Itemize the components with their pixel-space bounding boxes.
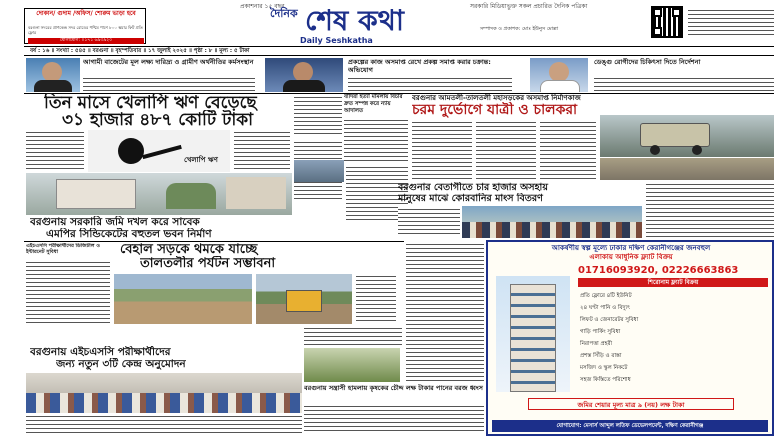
masthead <box>0 0 780 46</box>
exam-photo <box>26 373 302 413</box>
eid-headline-line2: মানুষের মাঝে কোরবানির মাংস বিতরণ <box>398 193 543 204</box>
ad-feature-item: মসজিদ ও স্কুল নিকটে <box>580 365 628 371</box>
middle-col-headline: বাদিরা হত্যা মামলায় বিচার দ্রুত সম্পন্ন করে ন্যায় আদালত <box>344 94 403 114</box>
road-side-text <box>26 260 110 324</box>
eid-headline-line1: বরগুনার বেতাগীতে চার হাজার অসহায় <box>398 182 548 193</box>
strip-text-2 <box>348 76 512 92</box>
road-side-kicker: এইচএসসি পরীক্ষার্থীদের ডিজিটাল ও ইন্টারনেট সুবিধা <box>26 243 100 255</box>
lead-text-right <box>234 130 290 172</box>
ad-feature-item: লিফট ও জেনারেটর সুবিধা <box>580 317 639 323</box>
strip-headline-1: আগামী বাজেটের মূল লক্ষ্য দারিদ্র্য ও গ্রামীণ অর্থনীতির কর্মসংস্থান <box>83 58 254 66</box>
second-lead-kicker: বরগুনার আমতলী-তালতলী মহাসড়কের অসমাপ্ত নির্মাণকাজ <box>412 94 581 102</box>
strip-photo-2 <box>265 58 343 92</box>
strip-headline-3: ডেঙ্গু রোগীদের চিকিৎসা দিতে নির্দেশনা <box>594 58 701 66</box>
exam-text <box>26 414 302 434</box>
rental-ad-title: দোকান/ গুদাম /অফিস/ শোরুম ভাড়া হবে <box>36 10 136 17</box>
mid-bottom-headline: বরগুনায় সন্ত্রাসী হামলায় কৃষকের চৌদ্দ লক্ষ টাকার পানের বরজ ধ্বংস <box>304 384 483 392</box>
masthead-top-right-note: সরকারি মিডিয়াভুক্ত সকল প্রচারিত দৈনিক পত্রিকা <box>470 3 588 10</box>
ad-feature-item: প্রশস্ত সিঁড়ি ও রাস্তা <box>580 353 622 359</box>
ad-feature-item: নিরাপত্তা প্রহরী <box>580 341 613 347</box>
lead-image <box>88 130 230 172</box>
ad-title: আকর্ষণীয় স্বল্প মূল্যে ঢাকার দক্ষিণ কেরানীগঞ্জের জনবহুল <box>551 244 711 252</box>
mid-bottom-text-b <box>304 404 484 434</box>
ad-subtitle: এলাকায় আধুনিক ফ্ল্যাট বিক্রয় <box>589 253 673 261</box>
eid-text-1 <box>398 207 460 237</box>
publisher-line: সম্পাদক ও প্রকাশক: মোঃ ইউনুস মোল্লা <box>480 26 559 32</box>
second-lead-text-1 <box>412 120 472 180</box>
exam-headline-line2: জন্য নতুন ৩টি কেন্দ্র অনুমোদন <box>56 358 186 370</box>
ad-feature-item: প্রতি ফ্লোরে ৪টি ইউনিট <box>580 293 632 299</box>
land-story-photo <box>26 173 292 215</box>
ad-phones: 01716093920, 02226663863 <box>578 265 739 276</box>
ad-banner: শিরোনাম ফ্ল্যাট বিক্রয় <box>578 278 768 287</box>
newspaper-latin-title: Daily Seshkatha <box>300 36 373 45</box>
road-photo-2 <box>256 274 352 324</box>
middle-col-photo <box>294 160 344 182</box>
eid-photo <box>462 206 642 238</box>
road-headline-line2: তালতলীর পর্যটন সম্ভাবনা <box>140 256 276 271</box>
strip-headline-2: প্রকল্পের কাজ অসমাপ্ত রেখে প্রকল্প সমাপ্ত করার চক্রান্ত: অভিযোগ <box>348 58 491 74</box>
title-small: দৈনিক <box>270 7 298 20</box>
second-lead-headline: চরম দুর্ভোগে যাত্রী ও চালকরা <box>412 102 578 118</box>
rental-ad-phone: যোগাযোগ: ০১৭১ ৬৯৩৯২০ <box>28 38 144 44</box>
ad-footer-line: যোগাযোগ: মেসার্স আব্দুল লতিফ ডেভেলপমেন্ট, দক্ষিণ কেরানীগঞ্জ <box>492 420 768 432</box>
second-lead-photo-bus <box>600 115 774 157</box>
middle-col-text-b <box>344 118 408 162</box>
qr-code-icon <box>651 6 683 38</box>
ad-building-photo <box>496 276 570 392</box>
strip-text-3 <box>594 76 774 92</box>
rental-ad-box <box>24 8 146 44</box>
ad-bottom-box: জমির শেয়ার মূল্য মাত্র ৯ (নয়) লক্ষ টাকা <box>528 398 734 410</box>
middle-col-text-a <box>294 95 342 135</box>
flat-sale-ad <box>486 240 774 436</box>
masthead-right-info <box>688 8 774 36</box>
land-headline-line2: এমপির সিন্ডিকেটের বহুতল ভবন নির্মাণ <box>46 228 212 240</box>
strip-photo-1 <box>26 58 80 92</box>
mid-bottom-photo <box>304 348 400 382</box>
ad-feature-list <box>580 290 768 390</box>
mid-bottom-text-a <box>304 326 402 346</box>
ad-feature-item: গাড়ি পার্কিং সুবিধা <box>580 329 621 335</box>
exam-headline-line1: বরগুনায় এইচএসসি পরীক্ষার্থীদের <box>30 346 171 358</box>
dateline: বর্ষ : ১৬ ॥ সংখ্যা : ৫৪৫ ॥ বরগুনা ॥ বৃহস্পতিবার ॥ ১৭ জুলাই ২০২৫ ॥ পৃষ্ঠা : ৮ ॥ মূল্য : ৫ টাকা <box>30 48 250 54</box>
masthead-top-left-note: প্রকাশনার ১৫ বছর <box>240 3 285 10</box>
lead-image-label: খেলাপি ঋণ <box>184 156 218 164</box>
rental-ad-subtext: বরগুনা সদরের প্রাণকেন্দ্র সদর রোডের পশ্চিম পাশে ৮০০ স্কয়ার ফিট প্রতি ফ্লোর <box>28 25 143 35</box>
lead-headline-line2: ৩১ হাজার ৪৮৭ কোটি টাকা <box>62 110 254 130</box>
second-lead-text-2 <box>476 120 536 180</box>
road-right-text <box>356 274 396 324</box>
road-headline-line1: বেহাল সড়কে থমকে যাচ্ছে <box>120 242 258 257</box>
second-lead-photo-road <box>600 158 774 180</box>
strip-photo-3 <box>530 58 588 92</box>
dateline-rule-bottom <box>24 55 774 56</box>
land-headline-line1: বরগুনায় সরকারি জমি দখল করে সাবেক <box>30 216 200 228</box>
ad-feature-item: সহজ কিস্তিতে পরিশোধ <box>580 377 631 383</box>
eid-side-text <box>646 182 774 238</box>
center-col-text <box>406 242 484 382</box>
newspaper-title: শেষ কথা <box>305 5 404 37</box>
strip-text-1 <box>83 76 255 92</box>
lead-text-left <box>26 130 84 172</box>
ad-feature-item: ২৪ ঘণ্টা পানি ও বিদ্যুৎ <box>580 305 630 311</box>
road-photo-1 <box>114 274 252 324</box>
lead-headline-line1: তিন মাসে খেলাপি ঋণ বেড়েছে <box>44 93 257 113</box>
second-lead-text-3 <box>540 120 596 180</box>
